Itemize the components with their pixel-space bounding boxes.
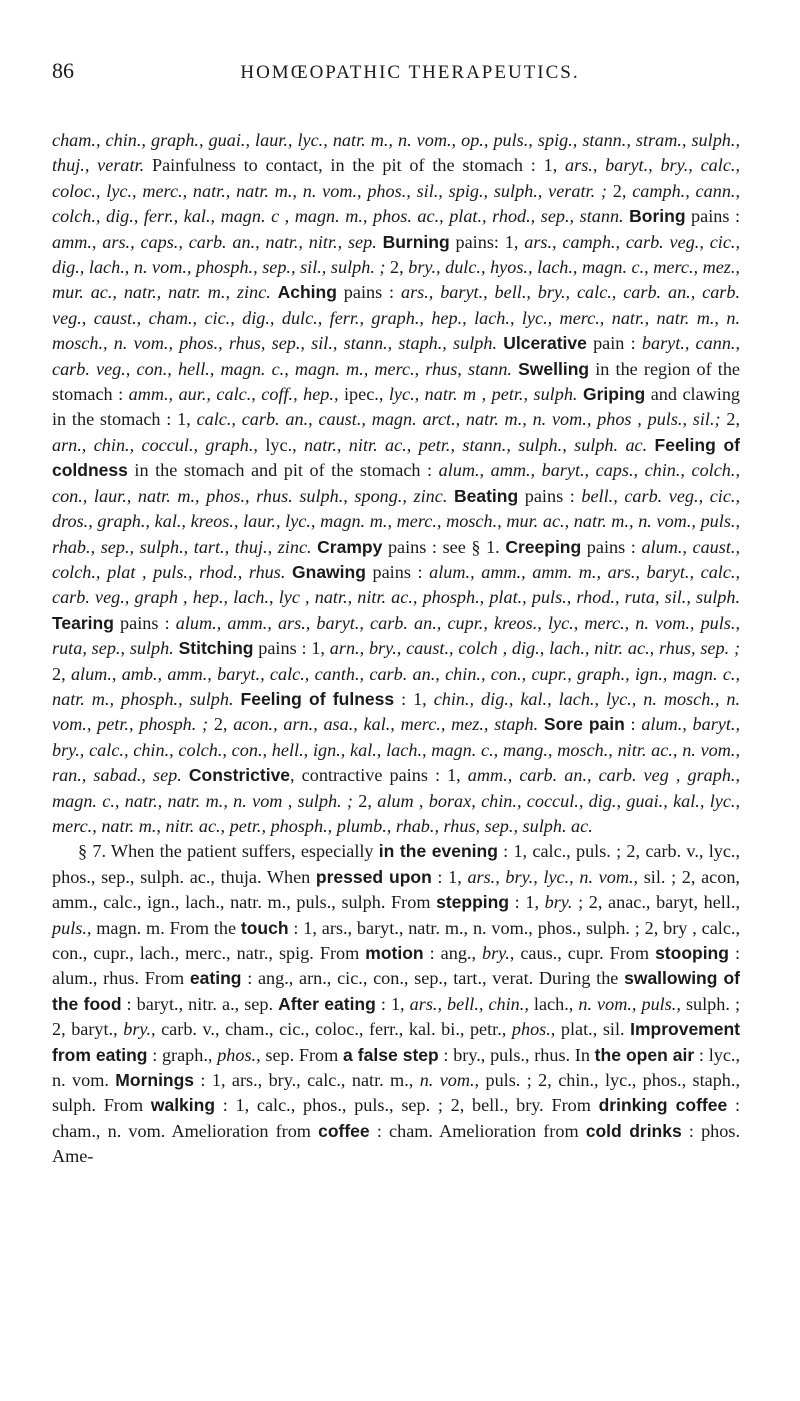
symptom-heading: touch <box>240 917 289 938</box>
text-run: : 1, ars., baryt., natr. m., n. vom., phos., sulph. ; 2, bry , calc., con., cupr., lach., merc., natr., spig. From <box>52 917 740 963</box>
remedy-list: phos., <box>511 1019 556 1040</box>
remedy-list: phos., <box>217 1044 261 1065</box>
symptom-heading: the open air <box>594 1044 695 1065</box>
symptom-heading: Tearing <box>52 612 114 633</box>
text-run: and clawing in the stomach : 1, <box>52 384 741 430</box>
remedy-list: bry. <box>544 892 573 913</box>
text-run: : 1, calc., phos., puls., sep. ; 2, bell., bry. From <box>215 1095 599 1116</box>
text-run: pains: 1, <box>449 231 525 252</box>
symptom-heading: Burning <box>382 231 450 252</box>
symptom-heading: drinking coffee <box>598 1095 728 1116</box>
text-run: : 1, <box>431 866 468 887</box>
symptom-heading: Aching <box>277 282 337 303</box>
symptom-heading: Boring <box>629 206 686 227</box>
text-run: pain : <box>586 333 642 354</box>
symptom-heading: swallowing of the food <box>52 968 740 1014</box>
remedy-list: n. vom., <box>419 1070 480 1091</box>
text-run: : cham. Amelioration from <box>369 1120 586 1141</box>
symptom-heading: Swelling <box>518 358 590 379</box>
remedy-list: ars., baryt., bell., bry., calc., carb. an., carb. veg., caust., cham., cic., dig., dulc., ferr., graph., hep., lach., lyc., merc., natr., natr. m., n. mosch., n. vom., phos., rhus, sep., sil., stann., staph., sulph. <box>52 282 741 354</box>
text-run: : 1, <box>375 993 410 1014</box>
text-body <box>52 128 740 1170</box>
text-run: : 1, calc., puls. ; 2, carb. v., lyc., phos., sep., sulph. ac., thuja. When <box>52 841 741 887</box>
symptom-heading: eating <box>189 968 242 989</box>
text-run: pains : see § 1. <box>382 536 506 557</box>
symptom-heading: Griping <box>582 384 646 405</box>
remedy-list: amm., aur., calc., coff., hep., <box>128 384 339 405</box>
symptom-heading: Feeling of fulness <box>240 688 395 709</box>
text-run: : graph., <box>147 1044 218 1065</box>
page-number: 86 <box>52 58 74 83</box>
text-run: lach., <box>528 993 579 1014</box>
text-run: : cham., n. vom. Amelioration from <box>52 1095 741 1141</box>
remedy-list: natr., nitr. ac., petr., stann., sulph., sulph. ac. <box>304 434 648 455</box>
symptom-heading: pressed upon <box>315 866 432 887</box>
text-run: 2, <box>208 714 234 735</box>
text-run: 2, <box>352 790 378 811</box>
remedy-list: n. vom., puls., <box>578 993 681 1014</box>
text-run <box>447 486 454 506</box>
text-run: pains : <box>581 536 642 557</box>
remedy-list: alum., baryt., bry., calc., chin., colch., con., hell., ign., kal., lach., magn. c., mang., mosch., nitr. ac., n. vom., ran., sabad., sep. <box>52 714 741 786</box>
text-run: 2, <box>720 409 741 430</box>
symptom-heading: in the evening <box>378 841 498 862</box>
remedy-list: ars., camph., carb. veg., cic., dig., lach., n. vom., phosph., sep., sil., sulph. ; <box>52 231 741 278</box>
paragraph <box>52 839 740 1169</box>
symptom-heading: motion <box>365 943 424 963</box>
text-run: : 1, <box>509 892 545 913</box>
symptom-heading: After eating <box>278 993 376 1014</box>
remedy-list: alum , borax, chin., coccul., dig., guai., kal., lyc., merc., natr. m., nitr. ac., petr., phosph., plumb., rhab., rhus, sep., sulph. ac. <box>52 790 740 836</box>
page-header <box>52 58 740 96</box>
symptom-heading: Stitching <box>178 638 254 659</box>
remedy-list: arn., bry., caust., colch , dig., lach., nitr. ac., rhus, sep. ; <box>329 638 740 659</box>
text-run: pains : <box>685 206 741 227</box>
symptom-heading: Feeling of coldness <box>52 434 740 481</box>
text-run: : lyc., n. vom. <box>52 1044 741 1091</box>
text-run: : ang., arn., cic., con., sep., tart., verat. During the <box>241 968 625 989</box>
remedy-list: bry., dulc., hyos., lach., magn. c., merc., mez., mur. ac., natr., natr. m., zinc. <box>52 257 740 303</box>
symptom-heading: Mornings <box>115 1070 195 1091</box>
text-run: 2, <box>606 180 633 201</box>
text-run: : phos. Ame- <box>52 1120 740 1167</box>
text-run <box>182 765 189 785</box>
symptom-heading: cold drinks <box>585 1120 682 1141</box>
text-run <box>647 435 654 455</box>
symptom-heading: walking <box>150 1095 216 1116</box>
text-run: 2, <box>52 663 71 684</box>
text-run: ipec., <box>338 384 389 405</box>
running-title: HOMŒOPATHIC THERAPEUTICS. <box>240 62 580 83</box>
text-run: ; 2, anac., baryt, hell., <box>572 892 740 913</box>
remedy-list: ars., bell., chin., <box>409 993 529 1014</box>
remedy-list: alum., amm., baryt., caps., chin., colch., con., laur., natr. m., phos., rhus. sulph., spong., zinc. <box>52 460 740 506</box>
symptom-heading: stepping <box>436 892 510 913</box>
text-run: plat., sil. <box>555 1019 631 1040</box>
remedy-list: arn., chin., coccul., graph., <box>52 434 258 455</box>
text-run: pains : <box>365 561 430 582</box>
remedy-list: bell., carb. veg., cic., dros., graph., kal., kreos., laur., lyc., magn. m., merc., mosch., mur. ac., natr. m., n. vom., puls., rhab., sep., sulph., tart., thuj., zinc. <box>52 485 740 557</box>
text-run: : 1, ars., bry., calc., natr. m., <box>194 1070 420 1091</box>
symptom-heading: Improvement from eating <box>52 1019 740 1065</box>
symptom-heading: Crampy <box>317 536 383 557</box>
text-run: in the stomach and pit of the stomach : <box>127 460 439 481</box>
text-run: carb. v., cham., cic., coloc., ferr., kal. bi., petr., <box>155 1019 512 1040</box>
text-run <box>271 282 278 302</box>
symptom-heading: Beating <box>453 485 519 506</box>
text-run: in the region of the stomach : <box>52 358 740 405</box>
remedy-list: calc., carb. an., caust., magn. arct., natr. m., n. vom., phos , puls., sil.; <box>196 409 721 430</box>
symptom-heading: Ulcerative <box>503 333 587 354</box>
text-run: : ang., <box>423 943 483 963</box>
text-run: 2, <box>385 257 409 278</box>
text-run <box>234 689 241 709</box>
remedy-list: bry., <box>123 1019 156 1040</box>
remedy-list: amm., ars., caps., carb. an., natr., nitr., sep. <box>52 231 377 252</box>
text-run: sil. ; 2, acon, amm., calc., ign., lach., natr. m., puls., sulph. From <box>52 866 740 913</box>
paragraph <box>52 128 740 839</box>
remedy-list: bry., <box>482 943 515 963</box>
text-run: puls. ; 2, chin., lyc., phos., staph., sulph. From <box>52 1070 740 1116</box>
remedy-list: alum., amm., amm. m., ars., baryt., calc., carb. veg., graph , hep., lach., lyc , natr., nitr. ac., phosph., plat., puls., rhod., ruta, sil., sulph. <box>52 561 741 608</box>
text-run: pains : 1, <box>253 638 330 659</box>
text-run: § 7. When the patient suffers, especially <box>78 841 379 862</box>
text-run: Painfulness to contact, in the pit of the stomach : 1, <box>144 155 566 176</box>
symptom-heading: Sore pain <box>543 714 625 735</box>
remedy-list: alum., caust., colch., plat , puls., rhod., rhus. <box>52 536 741 582</box>
text-run: lyc., <box>257 434 305 455</box>
symptom-heading: a false step <box>343 1044 439 1065</box>
text-run: : bry., puls., rhus. In <box>438 1044 595 1065</box>
remedy-list: ars., baryt., bry., calc., coloc., lyc., merc., natr., natr. m., n. vom., phos., sil., spig., sulph., veratr. ; <box>52 155 740 201</box>
text-run: pains : <box>113 612 176 633</box>
remedy-list: alum., amm., ars., baryt., carb. an., cupr., kreos., lyc., merc., n. vom., puls., ruta, sep., sulph. <box>52 612 740 659</box>
text-run: : baryt., nitr. a., sep. <box>121 993 279 1014</box>
symptom-heading: stooping <box>655 943 729 963</box>
symptom-heading: Creeping <box>505 536 582 557</box>
text-run: sep. From <box>260 1044 344 1065</box>
text-run: magn. m. From the <box>91 917 241 938</box>
symptom-heading: Constrictive <box>188 765 291 786</box>
remedy-list: ars., bry., lyc., n. vom., <box>467 866 639 887</box>
remedy-list: camph., cann., colch., dig., ferr., kal., magn. c , magn. m., phos. ac., plat., rhod., sep., stann. <box>52 180 741 227</box>
text-run: : <box>624 714 642 735</box>
text-run: pains : <box>336 282 401 303</box>
text-run: , contractive pains : 1, <box>290 765 468 786</box>
remedy-list: baryt., cann., carb. veg., con., hell., magn. c., magn. m., merc., rhus, stann. <box>52 333 741 379</box>
symptom-heading: Gnawing <box>292 561 366 582</box>
remedy-list: alum., amb., amm., baryt., calc., canth., carb. an., chin., con., cupr., graph., ign., magn. c., natr. m., phosph., sulph. <box>52 663 741 709</box>
text-run: pains : <box>518 485 582 506</box>
remedy-list: lyc., natr. m , petr., sulph. <box>388 384 578 405</box>
text-run: sulph. ; 2, baryt., <box>52 993 741 1040</box>
remedy-list: acon., arn., asa., kal., merc., mez., staph. <box>233 714 539 735</box>
remedy-list: chin., dig., kal., lach., lyc., n. mosch., n. vom., petr., phosph. ; <box>52 688 740 735</box>
symptom-heading: coffee <box>318 1120 370 1141</box>
remedy-list: amm., carb. an., carb. veg , graph., magn. c., natr., natr. m., n. vom , sulph. ; <box>52 765 741 811</box>
remedy-list: cham., chin., graph., guai., laur., lyc., natr. m., n. vom., op., puls., spig., stann., stram., sulph., thuj., veratr. <box>52 130 740 176</box>
text-run: caus., cupr. From <box>514 943 656 963</box>
text-run: : alum., rhus. From <box>52 943 740 989</box>
text-run: : 1, <box>394 688 434 709</box>
remedy-list: puls., <box>52 917 92 938</box>
